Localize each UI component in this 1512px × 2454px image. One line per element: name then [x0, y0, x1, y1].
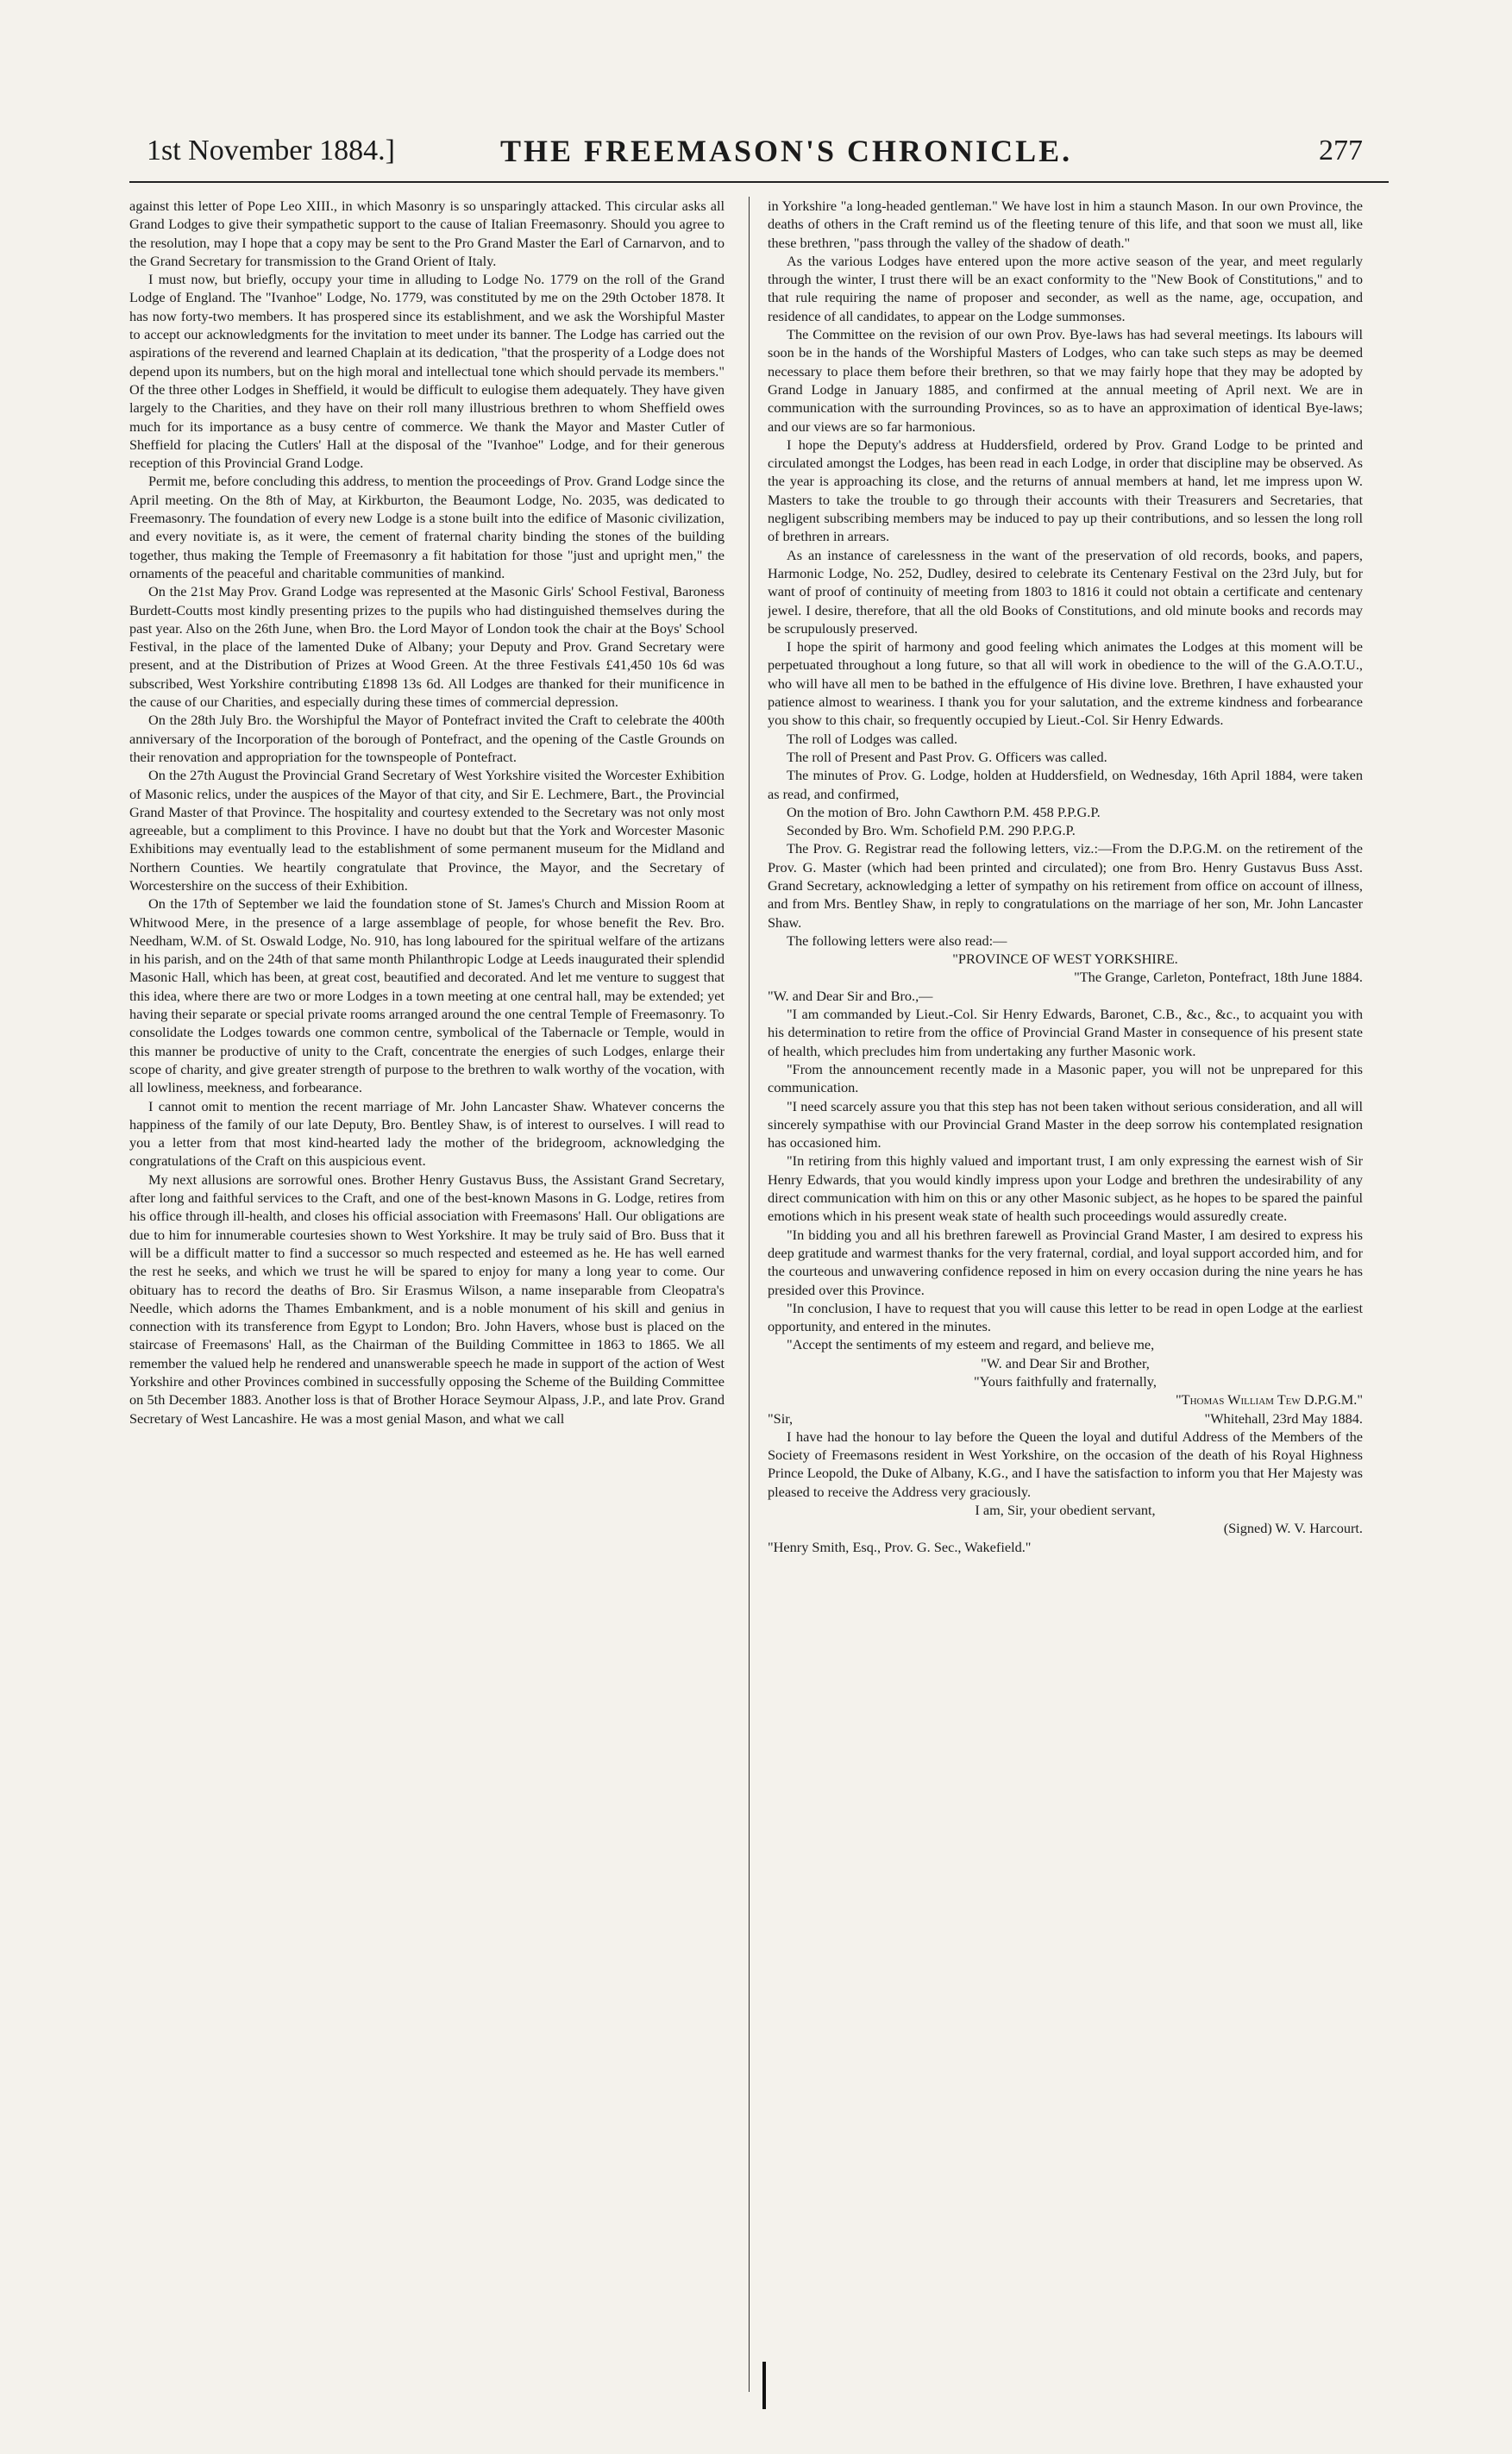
article-paragraph: I hope the spirit of harmony and good feeling which animates the Lodges at this moment will be perpetuated throughout a long future, so that all will work in obedience to the will of the G.A.O.T.U., who will have all men to be bathed in the effulgence of His divine love. Brethren, I have exhausted your patience almost to weariness. I thank you for your salutation, and the extreme kindness and forbearance you show to this chair, so frequently occupied by Lieut.-Col. Sir Henry Edwards.: [768, 638, 1363, 729]
article-paragraph: Seconded by Bro. Wm. Schofield P.M. 290 P.P.G.P.: [787, 822, 1076, 839]
column-end-marker: [762, 2362, 766, 2409]
header-rule: [129, 181, 1389, 183]
letter-paragraph: I have had the honour to lay before the Queen the loyal and dutiful Address of the Members of the Society of Freemasons resident in West Yorkshire, on the occasion of the death of his Royal Highness Prince Leopold, the Duke of Albany, K.G., and I have the satisfaction to inform you that Her Majesty was pleased to receive the Address very graciously.: [768, 1428, 1363, 1500]
article-paragraph: I must now, but briefly, occupy your time in alluding to Lodge No. 1779 on the roll of the Grand Lodge of England. The "Ivanhoe" Lodge, No. 1779, was constituted by me on the 29th October 1878. It has now forty-two members. It has prospered since its establishment, and we ask the Worshipful Master to accept our acknowledgments for the invitation to meet under its banner. The Lodge has carried out the aspirations of the reverend and learned Chaplain at its dedication, "that the prosperity of a Lodge does not depend upon its numbers, but on the high moral and intellectual tone which should pervade its members." Of the three other Lodges in Sheffield, it would be difficult to eulogise them adequately. They have given largely to the Charities, and they have on their roll many illustrious brethren to whom Sheffield owes much for its importance as a busy centre of commerce. We thank the Mayor and Master Cutler of Sheffield for placing the Cutlers' Hall at the disposal of the "Ivanhoe" Lodge, and for their generous reception of this Provincial Grand Lodge.: [129, 271, 725, 472]
article-paragraph: On the 28th July Bro. the Worshipful the Mayor of Pontefract invited the Craft to celebrate the 400th anniversary of the Incorporation of the borough of Pontefract, and the opening of the Castle Grounds on their renovation and appropriation for the townspeople of Pontefract.: [129, 712, 725, 765]
province-heading: "PROVINCE OF WEST YORKSHIRE.: [952, 951, 1178, 968]
letter2-sir: "Sir,: [768, 1409, 794, 1427]
letter-address: "Whitehall, 23rd May 1884.: [1204, 1409, 1363, 1427]
left-column: [129, 197, 725, 2405]
article-paragraph: I hope the Deputy's address at Huddersfield, ordered by Prov. Grand Lodge to be printed and circulated amongst the Lodges, has been read in each Lodge, in order that discipline may be observed. As the year is approaching its close, and the returns of annual members at hand, let me impress upon W. Masters to take the trouble to go through their accounts with their Treasurers and Secretaries, that negligent subscribing members may be induced to pay up their contributions, and so lessen the long roll of brethren in arrears.: [768, 436, 1363, 545]
newspaper-page: [129, 128, 1389, 2413]
article-paragraph: My next allusions are sorrowful ones. Brother Henry Gustavus Buss, the Assistant Grand Secretary, after long and faithful services to the Craft, and one of the best-known Masons in G. Lodge, retires from his office through ill-health, and closes his official association with Freemasons' Hall. Our obligations are due to him for innumerable courtesies shown to West Yorkshire. It may be truly said of Bro. Buss that it will be a difficult matter to find a successor so much respected and esteemed as he. He has well earned the rest he seeks, and which we trust he will be spared to enjoy for many a long year to come. Our obituary has to record the deaths of Bro. Sir Erasmus Wilson, a name inseparable from Cleopatra's Needle, which adorns the Thames Embankment, and is a noble monument of his skill and genius in connection with its transference from Egypt to London; Bro. John Havers, whose bust is placed on the staircase of Freemasons' Hall, as the Chairman of the Building Committee in 1863 to 1865. We all remember the valued help he rendered and unanswerable speech he made in support of the action of West Yorkshire and other Provinces combined in successfully opposing the Scheme of the Building Committee on 5th December 1883. Another loss is that of Brother Horace Seymour Alpass, J.P., and late Prov. Grand Secretary of West Lancashire. He was a most genial Mason, and what we call: [129, 1171, 725, 1427]
letter-addressee: "Henry Smith, Esq., Prov. G. Sec., Wakefield.": [768, 1538, 1032, 1555]
article-paragraph: in Yorkshire "a long-headed gentleman." We have lost in him a staunch Mason. In our own Province, the deaths of others in the Craft remind us of the fleeting tenure of this life, and that soon we must all, like these brethren, "pass through the valley of the shadow of death.": [768, 198, 1363, 251]
letter-paragraph: "I need scarcely assure you that this step has not been taken without serious consideration, and all will sincerely sympathise with our Provincial Grand Master in the deep sorrow his contemplated resignation has occasioned him.: [768, 1097, 1363, 1152]
article-paragraph: The roll of Present and Past Prov. G. Officers was called.: [787, 748, 1107, 765]
letter-paragraph: "Accept the sentiments of my esteem and regard, and believe me,: [787, 1336, 1155, 1353]
article-paragraph: The roll of Lodges was called.: [787, 730, 958, 747]
article-paragraph: Permit me, before concluding this address, to mention the proceedings of Prov. Grand Lodge since the April meeting. On the 8th of May, at Kirkburton, the Beaumont Lodge, No. 2035, was dedicated to Freemasonry. The foundation of every new Lodge is a stone built into the edifice of Masonic civilization, and every novitiate is, as it were, the cement of fraternal charity binding the stones of the building together, thus making the Temple of Freemasonry a fit habitation for those "just and upright men," the ornaments of the peaceful and charitable communities of mankind.: [129, 473, 725, 581]
right-column: [768, 197, 1363, 2405]
article-paragraph: As the various Lodges have entered upon the more active season of the year, and meet regularly through the winter, I trust there will be an exact conformity to the "New Book of Constitutions," and to that rule requiring the name of proposer and seconder, as well as the name, age, occupation, and residence of all candidates, to appear on the Lodge summonses.: [768, 252, 1363, 324]
page-number: 277: [1319, 135, 1363, 166]
letter-signature: "Thomas William Tew D.P.G.M.": [1175, 1391, 1363, 1409]
article-paragraph: On the motion of Bro. John Cawthorn P.M. 458 P.P.G.P.: [787, 803, 1101, 820]
article-paragraph: The Prov. G. Registrar read the following letters, viz.:—From the D.P.G.M. on the retirement of the Prov. G. Master (which had been printed and circulated); one from Bro. Henry Gustavus Buss Asst. Grand Secretary, acknowledging a letter of sympathy on his retirement from office on account of illness, and from Mrs. Bentley Shaw, in reply to congratulations on the marriage of her son, Mr. John Lancaster Shaw.: [768, 840, 1363, 931]
article-paragraph: The minutes of Prov. G. Lodge, holden at Huddersfield, on Wednesday, 16th April 1884, were taken as read, and confirmed,: [768, 767, 1363, 802]
article-paragraph: The following letters were also read:—: [787, 932, 1007, 949]
article-paragraph: against this letter of Pope Leo XIII., in which Masonry is so unsparingly attacked. This circular asks all Grand Lodges to give their sympathetic support to the cause of Italian Freemasonry. Should you agree to the resolution, may I hope that a copy may be sent to the Pro Grand Master the Earl of Carnarvon, and to the Grand Secretary for transmission to the Grand Orient of Italy.: [129, 198, 725, 269]
publication-title: THE FREEMASON'S CHRONICLE.: [500, 134, 1073, 168]
letter-signature: (Signed) W. V. Harcourt.: [1223, 1520, 1363, 1537]
letter-closing: "Yours faithfully and fraternally,: [974, 1373, 1157, 1390]
letter-paragraph: "In retiring from this highly valued and important trust, I am only expressing the earnest wish of Sir Henry Edwards, that you would kindly impress upon your Lodge and brethren the undesirability of any direct communication with him on this or any other Masonic subject, as he hopes to be spared the painful emotions which in his present weak state of health such proceedings would assuredly create.: [768, 1152, 1363, 1225]
letter-salutation: [768, 1409, 1363, 1428]
article-paragraph: On the 17th of September we laid the foundation stone of St. James's Church and Mission Room at Whitwood Mere, in the presence of a large assemblage of people, for whose benefit the Rev. Bro. Needham, W.M. of St. Oswald Lodge, No. 910, has long laboured for the spiritual welfare of the artizans in his parish, and on the 24th of that same month Philanthropic Lodge at Leeds inaugurated their splendid Masonic Hall, which has been, at great cost, beautified and decorated. And let me venture to suggest that this idea, where there are two or more Lodges in a town meeting at one central hall, may be extended; yet having their separate or special private rooms arranged around the one central Temple of Freemasonry. To consolidate the Lodges towards one common centre, symbolical of the Tabernacle or Temple, would in this manner be productive of unity to the Craft, concentrate the energies of such Lodges, enlarge their scope of charity, and give greater strength of purpose to the brethren to walk worthy of the vocation, with all lowliness, meekness, and forbearance.: [129, 895, 725, 1096]
article-paragraph: I cannot omit to mention the recent marriage of Mr. John Lancaster Shaw. Whatever concerns the happiness of the family of our late Deputy, Bro. Bentley Shaw, is of interest to ourselves. I will read to you a letter from that most kind-hearted lady the mother of the bridegroom, acknowledging the congratulations of the Craft on this auspicious event.: [129, 1097, 725, 1170]
article-paragraph: As an instance of carelessness in the want of the preservation of old records, books, and papers, Harmonic Lodge, No. 252, Dudley, desired to celebrate its Centenary Festival on the 23rd July, but for want of proof of continuity of meeting from 1803 to 1816 it could not obtain a certificate and centenary jewel. I desire, therefore, that all the old Books of Constitutions, and old minute books and records may be scrupulously preserved.: [768, 546, 1363, 637]
letter-paragraph: "In conclusion, I have to request that you will cause this letter to be read in open Lodge at the earliest opportunity, and entered in the minutes.: [768, 1299, 1363, 1335]
article-paragraph: The Committee on the revision of our own Prov. Bye-laws has had several meetings. Its labours will soon be in the hands of the Worshipful Masters of Lodges, who can take such steps as may be deemed necessary to place them before their brethren, so that we may fairly hope that they may be adopted by Grand Lodge in January 1885, and confirmed at the annual meeting of April next. We are in communication with the surrounding Provinces, so as to have an approximation of identical Bye-laws; and our views are so far harmonious.: [768, 326, 1363, 435]
issue-date: 1st November 1884.]: [147, 135, 396, 166]
article-paragraph: On the 27th August the Provincial Grand Secretary of West Yorkshire visited the Worcester Exhibition of Masonic relics, under the auspices of the Mayor of that city, and Sir E. Lechmere, Bart., the Provincial Grand Master of that Province. The hospitality and courtesy extended to the Secretary was not only most agreeable, but a compliment to this Province. I have no doubt but that the York and Worcester Masonic Exhibitions may eventually lead to the establishment of some permanent museum for the Midland and Northern Counties. We heartily congratulate that Province, the Mayor, and the Secretary of Worcestershire on the success of their Exhibition.: [129, 767, 725, 894]
article-paragraph: On the 21st May Prov. Grand Lodge was represented at the Masonic Girls' School Festival, Baroness Burdett-Coutts most kindly presenting prizes to the pupils who had distinguished themselves during the past year. Also on the 26th June, when Bro. the Lord Mayor of London took the chair at the Boys' School Festival, in the place of the lamented Duke of Albany; your Deputy and Prov. Grand Secretary were present, and at the Distribution of Prizes at Wood Green. At the three Festivals £41,450 10s 6d was subscribed, West Yorkshire contributing £1898 13s 6d. All Lodges are thanked for their munificence in the cause of our Charities, and especially during these times of commercial depression.: [129, 583, 725, 711]
page-header: [129, 128, 1389, 176]
letter-salutation: "W. and Dear Sir and Bro.,—: [768, 987, 933, 1004]
letter-address: "The Grange, Carleton, Pontefract, 18th June 1884.: [1074, 969, 1363, 986]
letter-paragraph: "From the announcement recently made in a Masonic paper, you will not be unprepared for this communication.: [768, 1060, 1363, 1096]
column-divider: [749, 197, 750, 2392]
letter-closing: I am, Sir, your obedient servant,: [975, 1502, 1156, 1519]
letter-closing: "W. and Dear Sir and Brother,: [981, 1354, 1150, 1371]
letter-paragraph: "I am commanded by Lieut.-Col. Sir Henry Edwards, Baronet, C.B., &c., &c., to acquaint you with his determination to retire from the office of Provincial Grand Master in consequence of his present state of health, which precludes him from undertaking any further Masonic work.: [768, 1006, 1363, 1059]
letter-paragraph: "In bidding you and all his brethren farewell as Provincial Grand Master, I am desired to express his deep gratitude and warmest thanks for the very fraternal, cordial, and loyal support accorded him, and for the courteous and unwavering confidence reposed in him on every occasion during the nine years he has presided over this Province.: [768, 1226, 1363, 1298]
